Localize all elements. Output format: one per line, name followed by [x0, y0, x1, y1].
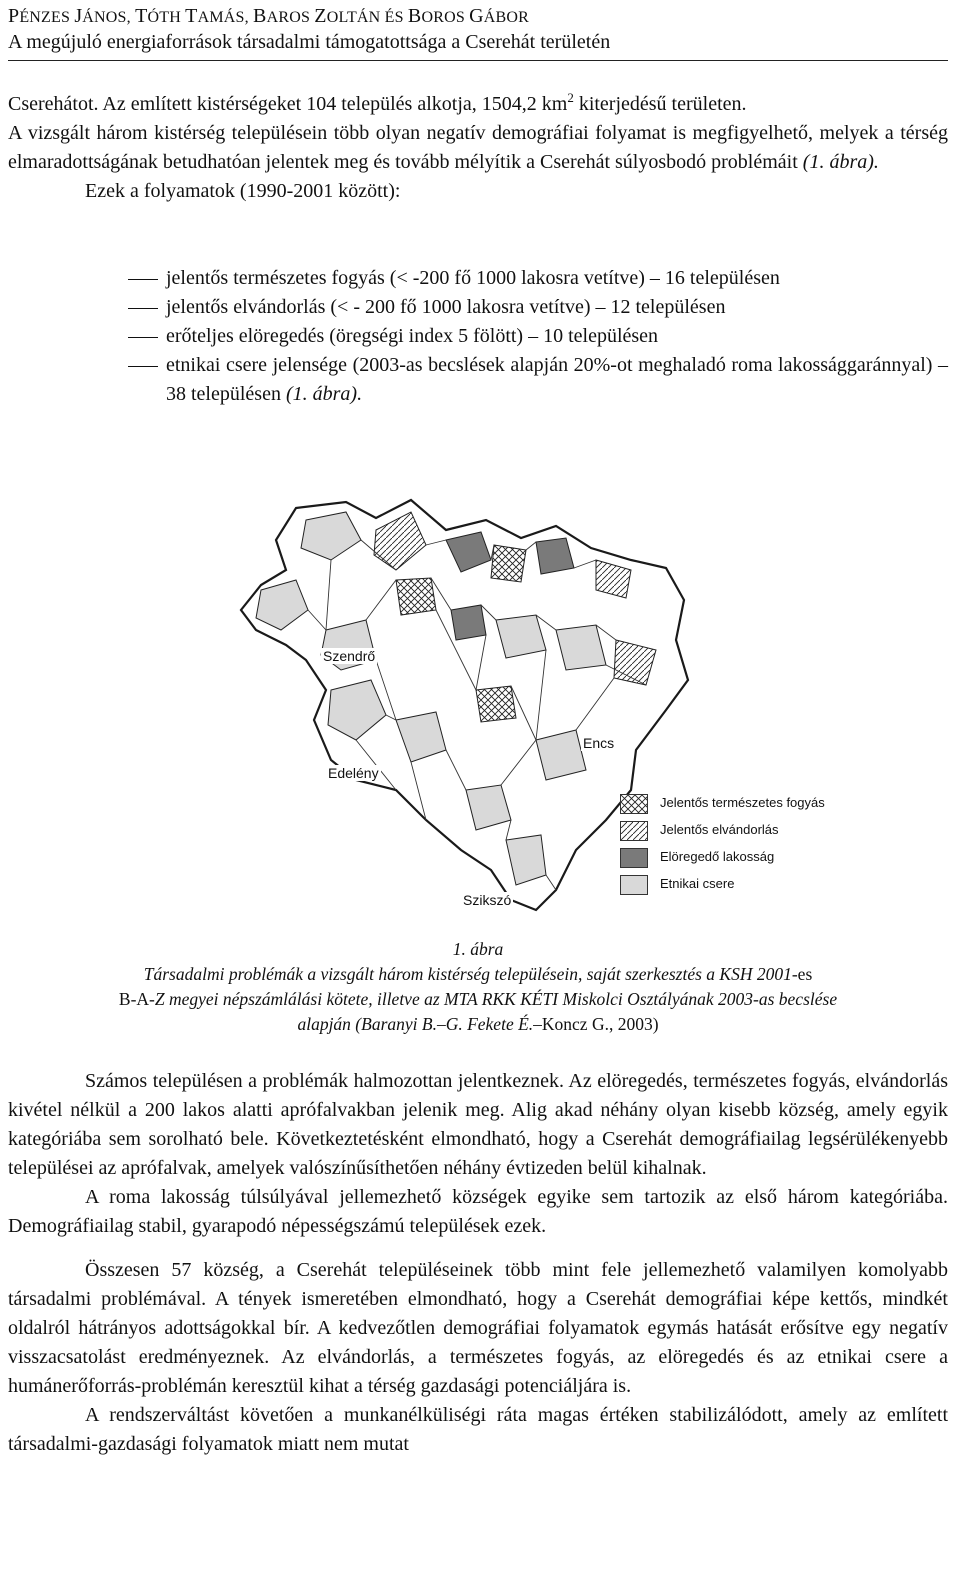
header-authors	[8, 4, 948, 30]
caption-text-upright: Koncz G., 2003)	[541, 1014, 659, 1034]
intro-paragraph-1	[8, 90, 948, 119]
caption-text-upright: es	[797, 964, 813, 984]
caption-text: Társadalmi problémák a vizsgált három kistérség településein, saját szerkesztés a KSH 2001-	[143, 964, 798, 984]
figure-reference: (1. ábra).	[285, 383, 363, 405]
list-item-text: erőteljes elöregedés (öregségi index 5 fölött) – 10 településen	[166, 325, 659, 347]
settlement-cross	[396, 578, 436, 615]
figure-number: 1. ábra	[452, 939, 504, 959]
legend-label: Jelentős elvándorlás	[660, 822, 779, 837]
header-title: A megújuló energiaforrások társadalmi támogatottsága a Cserehát területén	[8, 31, 611, 53]
caption-text-upright: B-A-	[118, 989, 155, 1009]
dash-bullet	[128, 308, 158, 309]
author-rest-7: ÁBOR	[483, 9, 530, 26]
dash-bullet	[128, 366, 158, 367]
header-rule	[8, 60, 948, 61]
list-item-text: jelentős természetes fogyás (< -200 fő 1000 lakosra vetítve) – 16 településen	[166, 267, 780, 289]
body-block-2	[8, 1256, 948, 1459]
caption-line-3	[8, 1012, 948, 1037]
figure-caption	[8, 937, 948, 1037]
town-label-encs: Encs	[583, 735, 615, 751]
list-item	[8, 293, 948, 322]
intro-p1-text: Cserehátot. Az említett kistérségeket 104 település alkotja, 1504,2 km	[8, 93, 568, 115]
author-cap-1: J	[74, 5, 83, 27]
town-label-edeleny: Edelény	[328, 765, 379, 781]
dash-bullet	[128, 279, 158, 280]
author-cap-3: T	[185, 5, 198, 27]
list-item-text: etnikai csere jelensége (2003-as becslések alapján 20%-ot meghaladó roma lakossággaránnyal) – 38 településen	[166, 354, 948, 405]
author-rest-0: ÉNZES	[19, 9, 75, 26]
dash-bullet	[128, 337, 158, 338]
legend-swatch-light	[620, 875, 648, 895]
list-item	[8, 351, 948, 409]
caption-text: alapján (Baranyi B.–G. Fekete É.–	[297, 1014, 542, 1034]
author-cap-5: Z	[314, 5, 327, 27]
author-rest-5: OLTÁN ÉS	[326, 9, 408, 26]
author-rest-3: AMÁS,	[197, 9, 254, 26]
body-block-1	[8, 1067, 948, 1241]
figure-reference: (1. ábra).	[802, 151, 879, 173]
body-paragraph: A roma lakosság túlsúlyával jellemezhető községek egyike sem tartozik az első három kategóriába. Demográfiailag stabil, gyarapodó népességszámú települések ezek.	[8, 1186, 948, 1237]
legend-label: Etnikai csere	[660, 876, 735, 891]
legend-swatch-gray	[620, 848, 648, 868]
intro-paragraph-2	[8, 119, 948, 177]
town-label-szendro: Szendrő	[323, 648, 376, 664]
caption-text: Z megyei népszámlálási kötete, illetve az MTA RKK KÉTI Miskolci Osztályának 2003-as becslése	[154, 989, 838, 1009]
author-rest-6: OROS	[421, 9, 470, 26]
settlement-aging	[451, 605, 486, 640]
body-paragraph: Összesen 57 község, a Cserehát településeinek több mint fele jellemezhető valamilyen komolyabb társadalmi problémával. A tények ismeretében elmondható, hogy a Cserehát demográfiai képe kettős, mindkét oldalról hátrányos adottságokkal bír. A kedvezőtlen demográfiai folyamatok egymás hatását erősítve egy negatív visszacsatolást eredményeznek. Az elvándorlás, a természetes fogyás, az elöregedés és az etnikai csere a humánerőforrás-problémán keresztül kihat a térség gazdasági potenciáljára is.	[8, 1259, 948, 1397]
author-cap-6: B	[407, 5, 422, 27]
settlement-cross	[491, 545, 526, 582]
author-cap-2: T	[135, 5, 148, 27]
author-cap-7: G	[469, 5, 484, 27]
intro-p2-text: A vizsgált három kistérség településein több olyan negatív demográfiai folyamat is megfigyelhető, melyek a térség elmaradottságának betudhatóan jelentek meg és tovább mélyítik a Cserehát súlyosbodó problémáit	[8, 122, 948, 173]
author-rest-2: ÓTH	[147, 9, 186, 26]
list-item-text: jelentős elvándorlás (< - 200 fő 1000 lakosra vetítve) – 12 településen	[166, 296, 726, 318]
list-item	[8, 322, 948, 351]
running-header	[8, 4, 948, 54]
legend-swatch-cross	[620, 794, 648, 814]
intro-paragraph-3: Ezek a folyamatok (1990-2001 között):	[85, 180, 401, 202]
author-rest-4: AROS	[266, 9, 315, 26]
list-item	[8, 264, 948, 293]
author-rest-1: ÁNOS,	[82, 9, 136, 26]
body-paragraph: Számos településen a problémák halmozottan jelentkeznek. Az elöregedés, természetes fogyás, elvándorlás kivétel nélkül a 200 lakos alatti aprófalvakban jelenik meg. Alig akad néhány olyan kisebb község, amely egyik kategóriába sem sorolható bele. Következtetésként elmondható, hogy a Cserehát demográfiailag legsérülékenyebb települései az aprófalvak, amelyek valószínűsíthetően néhány évtizeden belül kihalnak.	[8, 1070, 948, 1179]
intro-p1-tail: kiterjedésű területen.	[573, 93, 747, 115]
caption-line-1	[8, 962, 948, 987]
caption-line-2	[8, 987, 948, 1012]
intro-block	[8, 90, 948, 206]
legend-label: Jelentős természetes fogyás	[660, 795, 825, 810]
author-cap-4: B	[253, 5, 267, 27]
author-cap-0: P	[8, 5, 20, 27]
legend-swatch-diag	[620, 821, 648, 841]
legend-label: Elöregedő lakosság	[660, 849, 775, 864]
km2-superscript: 2	[567, 90, 574, 105]
settlement-cross	[476, 686, 516, 722]
body-paragraph: A rendszerváltást követően a munkanélküliségi ráta magas értéken stabilizálódott, amely az említett társadalmi-gazdasági folyamatok miatt nem mutat	[8, 1404, 948, 1455]
process-list	[8, 264, 948, 409]
town-label-szikszo: Szikszó	[463, 892, 512, 908]
